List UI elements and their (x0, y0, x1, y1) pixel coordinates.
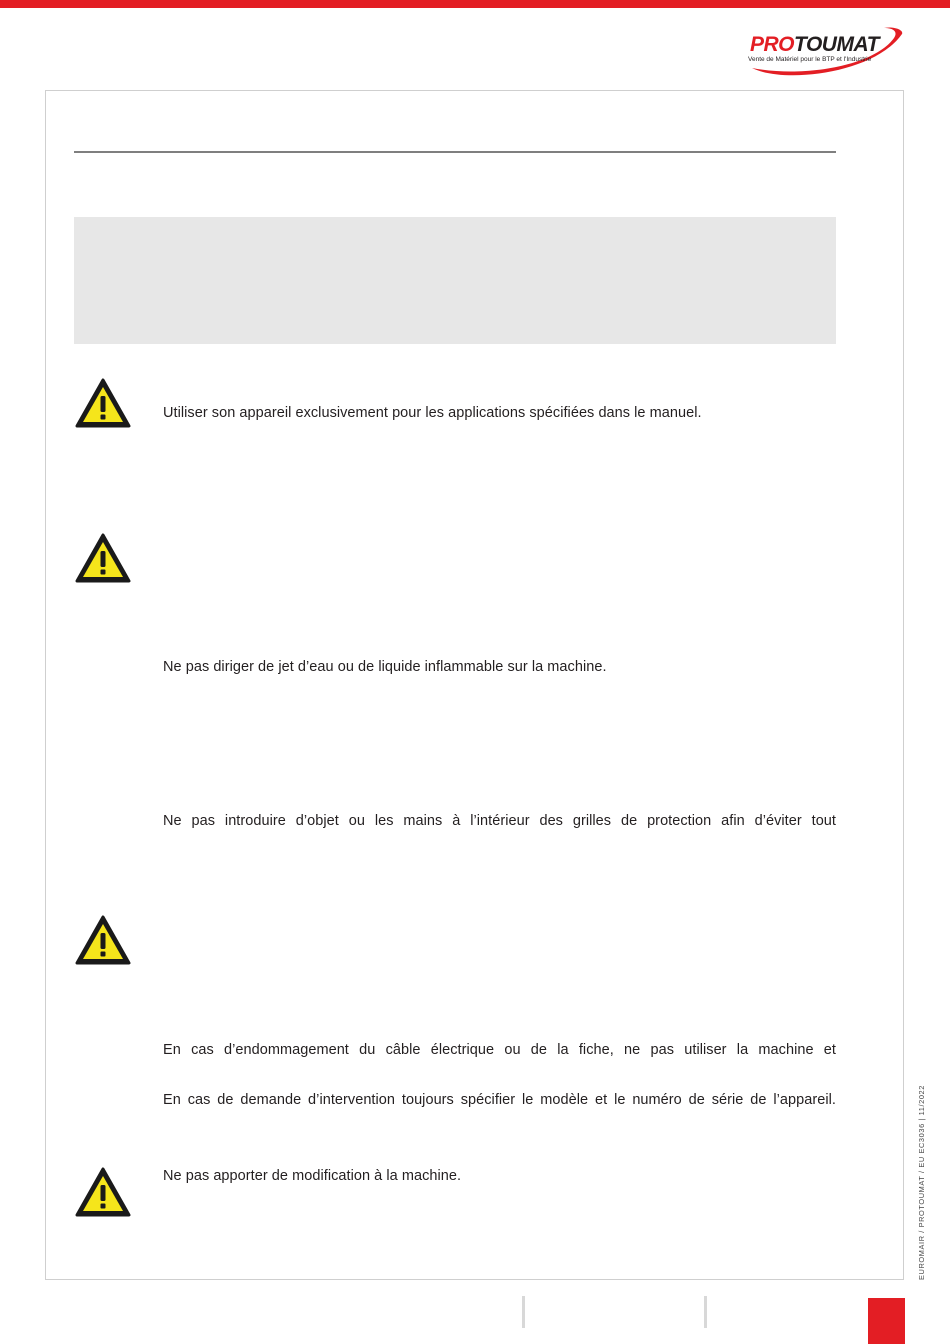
warning-triangle-icon (74, 1166, 132, 1218)
safety-instruction: En cas de demande d’intervention toujours spécifier le modèle et le numéro de série de l’appareil. (163, 1092, 836, 1108)
footer-divider (522, 1296, 525, 1328)
logo-tagline: Vente de Matériel pour le BTP et l'Industrie (748, 56, 872, 63)
safety-instruction: En cas d’endommagement du câble électrique ou de la fiche, ne pas utiliser la machine et (163, 1042, 836, 1058)
top-accent-bar (0, 0, 950, 8)
warning-triangle-icon (74, 532, 132, 584)
protoumat-logo (744, 22, 908, 78)
safety-instruction: Ne pas apporter de modification à la machine. (163, 1168, 462, 1184)
safety-instruction: Ne pas diriger de jet d’eau ou de liquide inflammable sur la machine. (163, 659, 607, 675)
logo-wordmark: PROTOUMAT (750, 33, 879, 56)
footer-divider (704, 1296, 707, 1328)
warning-triangle-icon (74, 914, 132, 966)
page-marker-tab (868, 1298, 905, 1344)
safety-instruction: Utiliser son appareil exclusivement pour les applications spécifiées dans le manuel. (163, 405, 702, 421)
document-reference: EUROMAIR / PROTOUMAT / EU EC3036 | 11/2022 (917, 1085, 926, 1280)
section-divider (74, 151, 836, 153)
section-header-box (74, 217, 836, 344)
warning-triangle-icon (74, 377, 132, 429)
safety-instruction: Ne pas introduire d’objet ou les mains à l’intérieur des grilles de protection afin d’éviter tout (163, 813, 836, 829)
